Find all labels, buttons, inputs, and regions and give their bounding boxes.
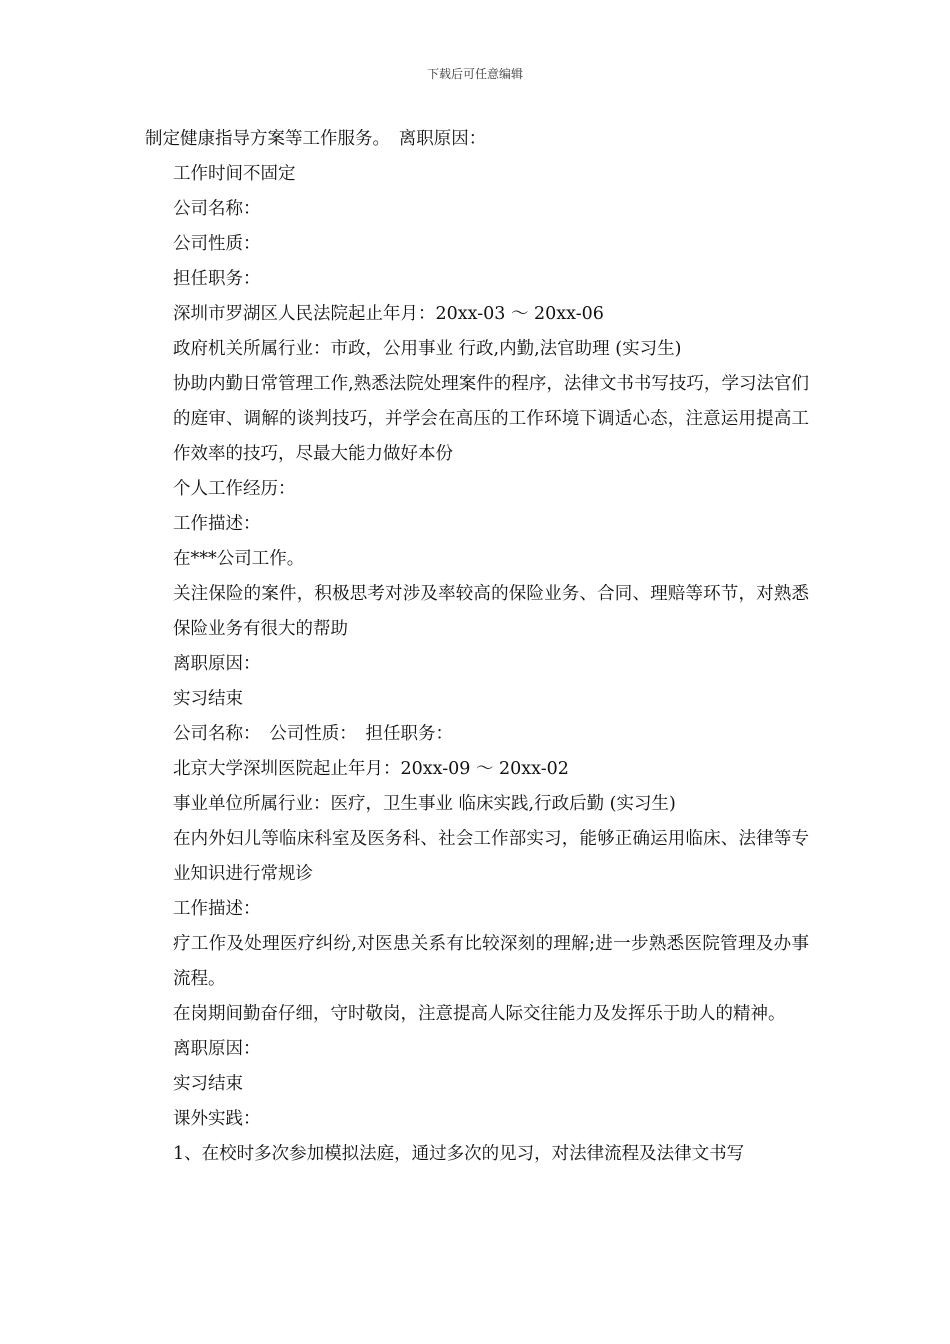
paragraph: 1、在校时多次参加模拟法庭，通过多次的见习，对法律流程及法律文书写 bbox=[173, 1144, 745, 1164]
document-body bbox=[145, 122, 809, 1172]
paragraph: 疗工作及处理医疗纠纷,对医患关系有比较深刻的理解;进一步熟悉医院管理及办事流程。 bbox=[173, 934, 809, 989]
paragraph: 公司名称： bbox=[173, 199, 261, 219]
paragraph: 离职原因： bbox=[173, 654, 261, 674]
paragraph: 关注保险的案件，积极思考对涉及率较高的保险业务、合同、理赔等环节，对熟悉保险业务有很大的帮助 bbox=[173, 584, 809, 639]
paragraph: 课外实践： bbox=[173, 1109, 261, 1129]
paragraph: 制定健康指导方案等工作服务。 离职原因： bbox=[145, 129, 487, 149]
paragraph: 离职原因： bbox=[173, 1039, 261, 1059]
paragraph: 协助内勤日常管理工作,熟悉法院处理案件的程序，法律文书书写技巧，学习法官们的庭审、调解的谈判技巧，并学会在高压的工作环境下调适心态，注意运用提高工作效率的技巧，尽最大能力做好本份 bbox=[173, 374, 809, 464]
paragraph: 在***公司工作。 bbox=[173, 549, 305, 569]
paragraph: 工作描述： bbox=[173, 899, 261, 919]
paragraph: 北京大学深圳医院起止年月：20xx-09 ～ 20xx-02 bbox=[173, 759, 569, 779]
paragraph: 在内外妇儿等临床科室及医务科、社会工作部实习，能够正确运用临床、法律等专业知识进行常规诊 bbox=[173, 829, 809, 884]
paragraph: 担任职务： bbox=[173, 269, 261, 289]
paragraph: 实习结束 bbox=[173, 1074, 243, 1094]
paragraph: 工作时间不固定 bbox=[173, 164, 296, 184]
paragraph: 公司名称： 公司性质： 担任职务： bbox=[173, 724, 453, 744]
paragraph: 政府机关所属行业：市政，公用事业 行政,内勤,法官助理 (实习生) bbox=[173, 339, 682, 359]
page-header: 下载后可任意编辑 bbox=[426, 67, 523, 81]
paragraph: 工作描述： bbox=[173, 514, 261, 534]
paragraph: 在岗期间勤奋仔细，守时敬岗，注意提高人际交往能力及发挥乐于助人的精神。 bbox=[173, 1004, 786, 1024]
paragraph: 实习结束 bbox=[173, 689, 243, 709]
paragraph: 个人工作经历： bbox=[173, 479, 296, 499]
paragraph: 事业单位所属行业：医疗，卫生事业 临床实践,行政后勤 (实习生) bbox=[173, 794, 676, 814]
paragraph: 深圳市罗湖区人民法院起止年月：20xx-03 ～ 20xx-06 bbox=[173, 304, 604, 324]
paragraph: 公司性质： bbox=[173, 234, 261, 254]
